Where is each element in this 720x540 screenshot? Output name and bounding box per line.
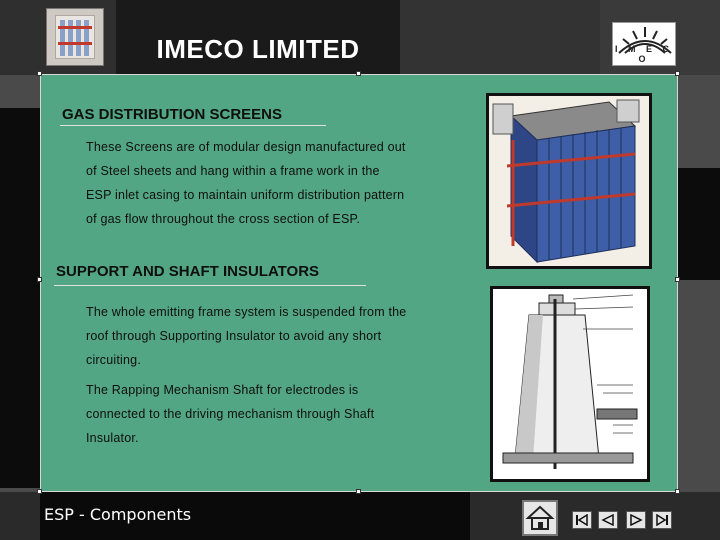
imeco-logo [612, 22, 676, 66]
paragraph-line: These Screens are of modular design manufactured out [86, 140, 406, 154]
paragraph-line: roof through Supporting Insulator to avoid any short [86, 329, 382, 343]
first-slide-icon [575, 514, 589, 526]
paragraph-line: connected to the driving mechanism through Shaft [86, 407, 375, 421]
last-slide-icon [655, 514, 669, 526]
next-slide-button[interactable] [626, 511, 646, 529]
support-insulator-paragraph [86, 300, 450, 372]
resize-handle[interactable] [37, 489, 42, 494]
right-bar [678, 168, 720, 280]
first-slide-button[interactable] [572, 511, 592, 529]
heading-underline [60, 125, 326, 126]
resize-handle[interactable] [675, 489, 680, 494]
home-icon [524, 502, 556, 534]
previous-slide-button[interactable] [598, 511, 618, 529]
header-right-block [400, 0, 600, 75]
page-title: IMECO LIMITED [156, 34, 360, 64]
left-bar [0, 108, 42, 488]
paragraph-line: of gas flow throughout the cross section of ESP. [86, 212, 361, 226]
paragraph-line: The whole emitting frame system is suspended from the [86, 305, 407, 319]
resize-handle[interactable] [356, 71, 361, 76]
gas-distribution-paragraph [86, 135, 450, 231]
last-slide-button[interactable] [652, 511, 672, 529]
resize-handle[interactable] [675, 71, 680, 76]
section-heading-support-insulators: SUPPORT AND SHAFT INSULATORS [56, 263, 320, 280]
paragraph-line: circuiting. [86, 353, 141, 367]
shaft-insulator-image [490, 286, 650, 482]
paragraph-line: ESP inlet casing to maintain uniform distribution pattern [86, 188, 405, 202]
resize-handle[interactable] [37, 71, 42, 76]
paragraph-line: The Rapping Mechanism Shaft for electrodes is [86, 383, 359, 397]
logo-text: I M E C O [614, 44, 673, 64]
resize-handle[interactable] [37, 277, 42, 282]
resize-handle[interactable] [675, 277, 680, 282]
next-slide-icon [629, 514, 643, 526]
footer-label: ESP - Components [44, 505, 192, 524]
resize-handle[interactable] [356, 489, 361, 494]
esp-thumbnail-image [46, 8, 104, 66]
gas-distribution-screens-image [486, 93, 652, 269]
home-button[interactable] [522, 500, 558, 536]
section-heading-gas-distribution: GAS DISTRIBUTION SCREENS [62, 106, 283, 123]
heading-underline [54, 285, 366, 286]
paragraph-line: Insulator. [86, 431, 139, 445]
paragraph-line: of Steel sheets and hang within a frame work in the [86, 164, 380, 178]
rapping-mechanism-paragraph [86, 378, 450, 450]
previous-slide-icon [601, 514, 615, 526]
